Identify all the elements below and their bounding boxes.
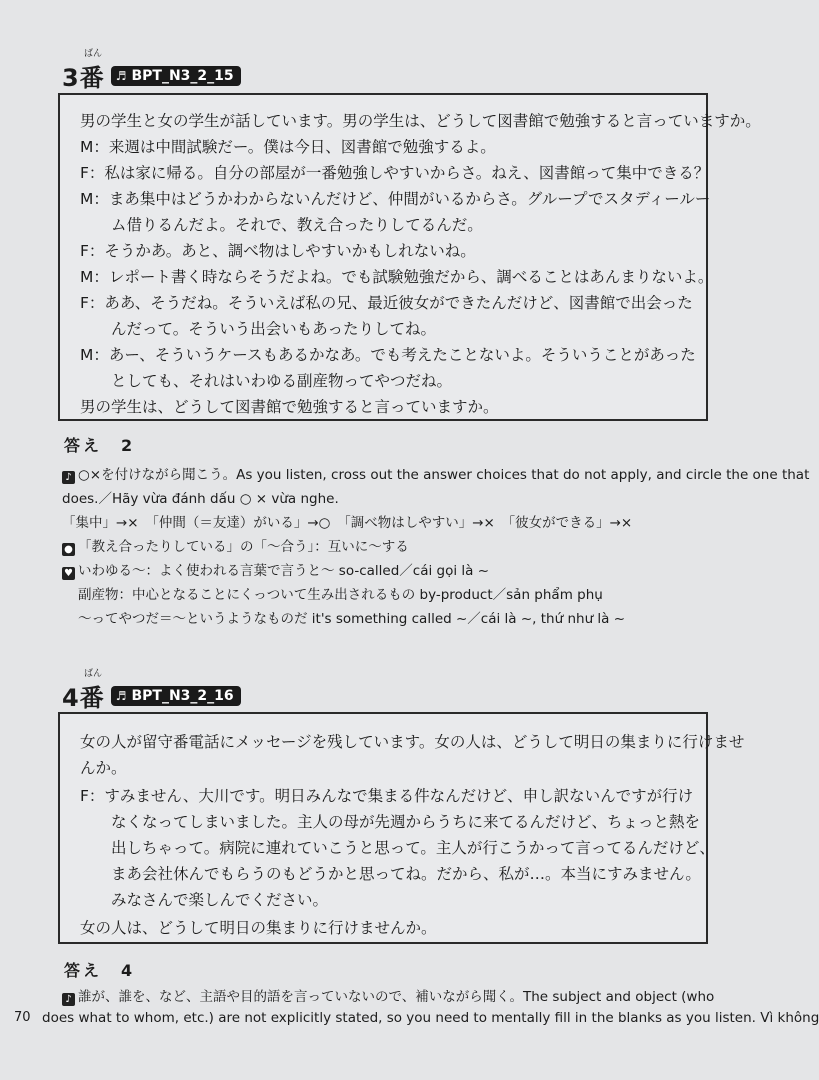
explanation-line: ♪ ○×を付けながら聞こう。As you listen, cross out the answer choices that do not apply, and circle the one that bbox=[62, 463, 809, 484]
transcript-question: 女の人は、どうして明日の集まりに行けませんか。 bbox=[80, 919, 437, 937]
transcript-line: 男の学生と女の学生が話しています。男の学生は、どうして図書館で勉強すると言っていますか。 bbox=[80, 112, 761, 130]
transcript-line: F：ああ、そうだね。そういえば私の兄、最近彼女ができたんだけど、図書館で出会った bbox=[80, 294, 693, 312]
explanation-line: does what to whom, etc.) are not explicitly stated, so you need to mentally fill in the blanks as you listen. Vì không bbox=[42, 1010, 819, 1026]
music-note-icon: ♪ bbox=[62, 471, 75, 484]
answer-3: 答え 2 bbox=[64, 436, 136, 455]
transcript-line: みなさんで楽しんでください。 bbox=[80, 891, 329, 909]
explanation-line: 副産物：中心となることにくっついて生み出されるもの by-product／sản phẩm phụ bbox=[78, 587, 603, 603]
transcript-line: M：来週は中間試験だー。僕は今日、図書館で勉強するよ。 bbox=[80, 138, 496, 156]
transcript-line: 出しちゃって。病院に連れていこうと思って。主人が行こうかって言ってるんだけど、 bbox=[80, 839, 715, 857]
section-number: 3番 bbox=[62, 64, 105, 92]
grammar-point-icon: ● bbox=[62, 543, 75, 556]
transcript-question: 男の学生は、どうして図書館で勉強すると言っていますか。 bbox=[80, 398, 499, 416]
section-3-heading bbox=[62, 49, 241, 93]
transcript-line: としても、それはいわゆる副産物ってやつだね。 bbox=[80, 372, 453, 390]
track-label: BPT_N3_2_16 bbox=[131, 687, 234, 704]
explanation-line: does.／Hãy vừa đánh dấu ○ × vừa nghe. bbox=[62, 491, 339, 507]
transcript-line: まあ会社休んでもらうのもどうかと思ってね。だから、私が…。本当にすみません。 bbox=[80, 865, 701, 883]
explanation-line: 「集中」→× 「仲間（＝友達）がいる」→○ 「調べ物はしやすい」→× 「彼女ができる」→× bbox=[62, 515, 633, 531]
ban-ruby: ばん bbox=[84, 669, 103, 679]
transcript-line: M：レポート書く時ならそうだよね。でも試験勉強だから、調べることはあんまりないよ。 bbox=[80, 268, 714, 286]
section-4-heading bbox=[62, 669, 241, 713]
transcript-line: 女の人が留守番電話にメッセージを残しています。女の人は、どうして明日の集まりに行けませ bbox=[80, 733, 745, 751]
page-number: 70 bbox=[14, 1010, 31, 1025]
audio-track-badge bbox=[111, 66, 241, 86]
transcript-line: んか。 bbox=[80, 759, 127, 777]
transcript-line: んだって。そういう出会いもあったりしてね。 bbox=[80, 320, 437, 338]
answer-4: 答え 4 bbox=[64, 961, 136, 980]
transcript-box-4 bbox=[58, 712, 745, 944]
explanation-line: ● 「教え合ったりしている」の「〜合う」：互いに〜する bbox=[62, 535, 409, 556]
transcript-box-3 bbox=[58, 93, 761, 421]
explanation-line: ♥ いわゆる〜：よく使われる言葉で言うと〜 so-called／cái gọi là ~ bbox=[62, 559, 489, 580]
music-note-icon: ♬ bbox=[115, 688, 127, 703]
transcript-line: ム借りるんだよ。それで、教え合ったりしてるんだ。 bbox=[80, 216, 483, 234]
transcript-line: F：私は家に帰る。自分の部屋が一番勉強しやすいからさ。ねえ、図書館って集中できる？ bbox=[80, 164, 710, 182]
track-label: BPT_N3_2_15 bbox=[131, 67, 234, 84]
transcript-line: M：あー、そういうケースもあるかなあ。でも考えたことないよ。そういうことがあった bbox=[80, 346, 696, 364]
ban-ruby: ばん bbox=[84, 49, 103, 59]
section-number: 4番 bbox=[62, 684, 105, 712]
music-note-icon: ♪ bbox=[62, 993, 75, 1006]
transcript-line: F：そうかあ。あと、調べ物はしやすいかもしれないね。 bbox=[80, 242, 476, 260]
explanation-line: ♪ 誰が、誰を、など、主語や目的語を言っていないので、補いながら聞く。The subject and object (who bbox=[62, 985, 714, 1006]
transcript-line: F：すみません、大川です。明日みんなで集まる件なんだけど、申し訳ないんですが行け bbox=[80, 787, 694, 805]
explanation-line: 〜ってやつだ＝〜というようなものだ it's something called ~／cái là ~, thứ như là ~ bbox=[78, 611, 626, 627]
music-note-icon: ♬ bbox=[115, 68, 127, 83]
transcript-line: M：まあ集中はどうかわからないんだけど、仲間がいるからさ。グループでスタディールー bbox=[80, 190, 711, 208]
transcript-line: なくなってしまいました。主人の母が先週からうちに来てるんだけど、ちょっと熱を bbox=[80, 813, 701, 831]
heart-icon: ♥ bbox=[62, 567, 75, 580]
audio-track-badge bbox=[111, 686, 241, 706]
